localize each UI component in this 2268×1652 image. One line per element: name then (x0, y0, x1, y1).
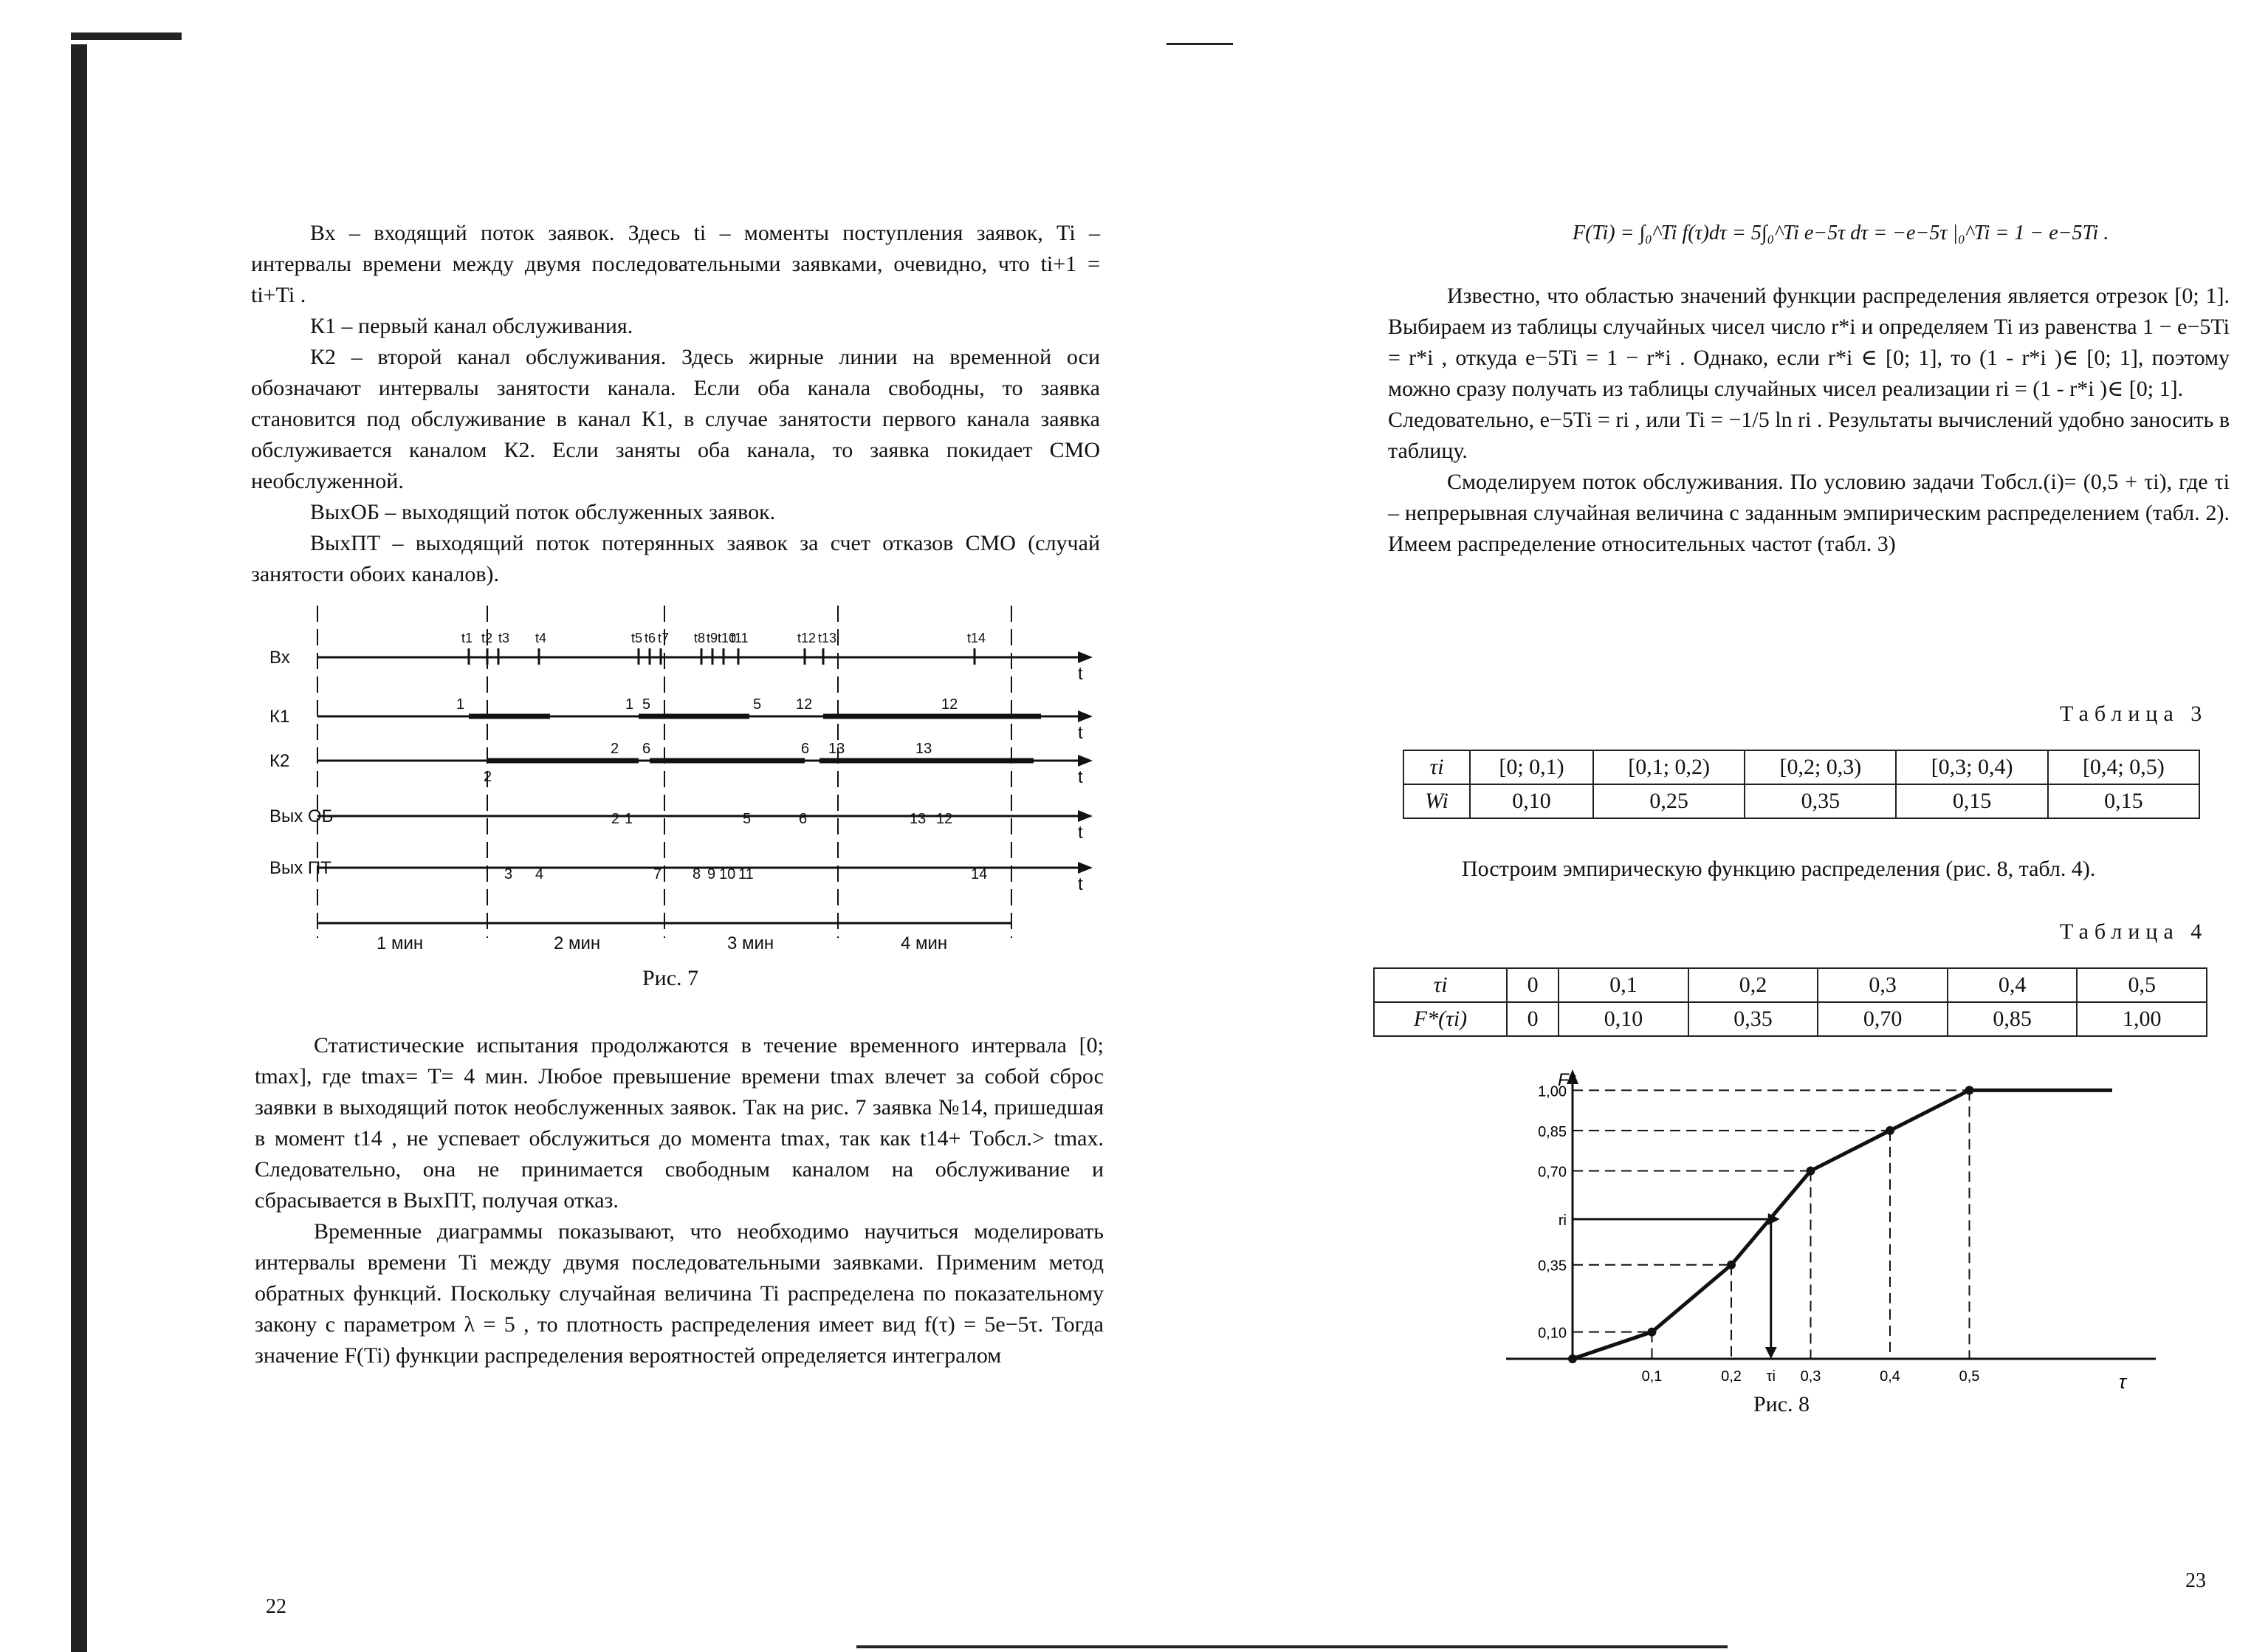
interval-label: 3 мин (727, 933, 774, 953)
vx-tick-label: t1 (461, 631, 473, 645)
row-label-k2: К2 (269, 751, 290, 771)
row-label-k1: К1 (269, 707, 290, 727)
k1-label: 12 (796, 696, 813, 713)
k2-label: 13 (915, 741, 932, 757)
data-point (1965, 1086, 1974, 1094)
vx-tick-label: t10 (718, 631, 737, 645)
table-row (1403, 784, 2199, 818)
vx-tick-label: t6 (645, 631, 656, 645)
data-point (1648, 1328, 1657, 1337)
table-cell: 0,1 (1559, 968, 1688, 1002)
y-tick-label: 0,10 (1538, 1325, 1567, 1342)
out-ob-label: 13 (910, 811, 927, 827)
out-pt-label: 11 (738, 866, 754, 882)
k1-label: 1 (625, 696, 634, 713)
data-point (1568, 1354, 1577, 1363)
x-tick-label: 0,5 (1959, 1368, 1980, 1385)
out-ob-label: 6 (799, 811, 808, 827)
page-number-left: 22 (266, 1595, 286, 1618)
x-tick-label: 0,4 (1880, 1368, 1900, 1385)
vx-tick-label: t12 (797, 631, 817, 645)
k1-label: 12 (941, 696, 958, 713)
scan-edge-top (71, 32, 182, 40)
table-cell: [0,1; 0,2) (1593, 750, 1745, 784)
axis-t-label: t (1078, 723, 1083, 743)
interval-label: 2 мин (554, 933, 601, 953)
paragraph-k2: К2 – второй канал обслуживания. Здесь жирные линии на временной оси обозначают интервалы занятости канала. Если оба канала свободны, то заявка становится под обслуживание в канал К1, в случае занятости первого канала заявка обслуживается каналом К2. Если заняты оба канала, то заявка покидает СМО необслуженной. (251, 345, 1100, 493)
out-pt-label: 7 (653, 866, 662, 882)
table-cell: [0; 0,1) (1470, 750, 1593, 784)
left-page (251, 218, 1100, 590)
out-ob-label: 2 (611, 811, 620, 827)
paragraph-diagrams: Временные диаграммы показывают, что необходимо научиться моделировать интервалы времени Ti между двумя последовательными заявками. Применим метод обратных функций. Поскольку случайная величина Ti распределена по показательному закону с параметром λ = 5 , то плотность распределения имеет вид f(τ) = 5e−5τ. Тогда значение F(Ti) функции распределения вероятностей определяется интегралом (255, 1219, 1104, 1368)
x-tick-label: 0,2 (1721, 1368, 1742, 1385)
scan-edge-top-right (1166, 43, 1233, 45)
paragraph-statistics: Статистические испытания продолжаются в течение временного интервала [0; tmax], где tmax= T= 4 мин. Любое превышение времени tmax влечет за собой сброс заявки в выходящий поток необслуженных заявок. Так на рис. 7 заявка №14, пришедшая в момент t14 , не успевает обслужиться до момента tmax, так как t14+ Tобсл.> tmax. Следовательно, она не принимается свободным каналом на обслуживание и сбрасывается в ВыхПТ, получая отказ. (255, 1033, 1104, 1213)
paragraph-range: Известно, что областью значений функции распределения является отрезок [0; 1]. Выбираем из таблицы случайных чисел число r*i и определяем Ti из равенства 1 − e−5Ti = r*i , откуда e−5Ti = 1 − r*i . Однако, если r*i ∈ [0; 1], то (1 - r*i )∈ [0; 1], поэтому можно сразу получать из таблицы случайных чисел реализации ri = (1 - r*i )∈ [0; 1]. (1388, 284, 2230, 401)
x-tick-label: 0,1 (1641, 1368, 1663, 1385)
x-tick-label: 0,3 (1800, 1368, 1821, 1385)
table-4 (1373, 967, 2207, 1037)
out-ob-label: 1 (625, 811, 633, 827)
y-axis-label: F* (1558, 1070, 1575, 1090)
table-row (1374, 968, 2207, 1002)
table-cell: 0,10 (1470, 784, 1593, 818)
y-tick-label: ri (1558, 1212, 1567, 1229)
figure-8-chart (1506, 1063, 2171, 1403)
out-pt-label: 8 (693, 866, 701, 882)
x-tick-label: τi (1766, 1368, 1776, 1385)
x-axis-label: τ (2119, 1371, 2126, 1393)
k2-label: 6 (801, 741, 810, 757)
row-label-vx: Вх (269, 648, 290, 668)
table-row (1374, 1002, 2207, 1036)
table-3-title: Таблица 3 (2060, 702, 2208, 726)
figure-7-timing-diagram (266, 591, 1107, 953)
vx-tick-label: t7 (658, 631, 670, 645)
table-cell: 0,35 (1745, 784, 1896, 818)
table-cell: [0,2; 0,3) (1745, 750, 1896, 784)
table-cell: Wi (1403, 784, 1470, 818)
paragraph-vx: Вх – входящий поток заявок. Здесь ti – моменты поступления заявок, Ti – интервалы времени между двумя последовательными заявками, очевидно, что ti+1 = ti+Ti . (251, 221, 1100, 307)
interval-label: 4 мин (901, 933, 948, 953)
paragraph-vyhpt: ВыхПТ – выходящий поток потерянных заявок за счет отказов СМО (случай занятости обоих каналов). (251, 531, 1100, 586)
paragraph-vyhob: ВыхОБ – выходящий поток обслуженных заявок. (310, 500, 776, 524)
figure-8-caption: Рис. 8 (1753, 1392, 1810, 1416)
formula-F-Ti: F(Ti) = ∫₀^Ti f(τ)dτ = 5∫₀^Ti e−5τ dτ = −e−5τ |₀^Ti = 1 − e−5Ti . (1573, 222, 2109, 244)
data-point (1807, 1166, 1815, 1175)
data-point (1886, 1126, 1894, 1135)
table-cell: 0,4 (1948, 968, 2078, 1002)
k2-label: 6 (642, 741, 651, 757)
scan-edge-bottom (856, 1645, 1728, 1648)
table-cell: F*(τi) (1374, 1002, 1507, 1036)
out-ob-label: 5 (743, 811, 752, 827)
table-cell: 0,25 (1593, 784, 1745, 818)
paragraph-consequently: Следовательно, e−5Ti = ri , или Ti = −1/5 ln ri . Результаты вычислений удобно заносить в таблицу. (1388, 408, 2230, 463)
ti-arrowhead (1765, 1347, 1777, 1359)
table-row (1403, 750, 2199, 784)
out-pt-label: 4 (535, 866, 544, 882)
figure-7-caption: Рис. 7 (642, 966, 699, 990)
out-pt-label: 14 (971, 866, 988, 882)
left-page-lower (255, 1030, 1104, 1371)
row-label-vyh-pt: Вых ПТ (269, 858, 331, 878)
vx-tick-label: t5 (631, 631, 643, 645)
y-tick-label: 0,85 (1538, 1123, 1567, 1140)
table-cell: 0,85 (1948, 1002, 2078, 1036)
page-number-right: 23 (2185, 1569, 2206, 1592)
vx-tick-label: t11 (731, 631, 749, 645)
axis-t-label: t (1078, 823, 1083, 843)
k1-label: 5 (753, 696, 762, 713)
table-cell: 0 (1507, 1002, 1559, 1036)
out-pt-label: 3 (504, 866, 513, 882)
table-4-title: Таблица 4 (2060, 919, 2208, 944)
vx-tick-label: t9 (707, 631, 718, 645)
k2-label: 2 (611, 741, 619, 757)
table-cell: 0,3 (1818, 968, 1948, 1002)
table-cell: τi (1374, 968, 1507, 1002)
axis-t-label: t (1078, 767, 1083, 787)
table-cell: 0,15 (2048, 784, 2199, 818)
vx-tick-label: t8 (694, 631, 706, 645)
table-cell: 0,10 (1559, 1002, 1688, 1036)
k1-label: 5 (642, 696, 651, 713)
vx-tick-label: t3 (498, 631, 510, 645)
table-3 (1403, 750, 2200, 819)
vx-tick-label: t2 (481, 631, 493, 645)
table-cell: 0,35 (1688, 1002, 1818, 1036)
out-pt-label: 10 (719, 866, 736, 882)
paragraph-k1: К1 – первый канал обслуживания. (310, 314, 633, 338)
scan-edge-left (71, 44, 87, 1652)
paragraph-service-flow: Смоделируем поток обслуживания. По условию задачи Tобсл.(i)= (0,5 + τi), где τi – непрерывная случайная величина с заданным эмпирическим распределением (табл. 2). Имеем распределение относительных частот (табл. 3) (1388, 470, 2230, 556)
table-cell: τi (1403, 750, 1470, 784)
axis-t-label: t (1078, 664, 1083, 684)
y-tick-label: 1,00 (1538, 1083, 1567, 1100)
vx-tick-label: t4 (535, 631, 547, 645)
row-label-vyh-ob: Вых ОБ (269, 806, 334, 826)
k1-label: 1 (456, 696, 465, 713)
table-cell: 0,2 (1688, 968, 1818, 1002)
out-ob-label: 12 (936, 811, 953, 827)
table-4-intro: Построим эмпирическую функцию распределения (рис. 8, табл. 4). (1462, 857, 2096, 881)
vx-tick-label: t13 (818, 631, 837, 645)
table-cell: [0,3; 0,4) (1896, 750, 2047, 784)
k2-label: 2 (484, 769, 492, 785)
interval-label: 1 мин (377, 933, 424, 953)
table-cell: 0,5 (2077, 968, 2207, 1002)
data-point (1727, 1261, 1736, 1269)
y-tick-label: 0,70 (1538, 1164, 1567, 1181)
table-cell: 1,00 (2077, 1002, 2207, 1036)
table-cell: 0,70 (1818, 1002, 1948, 1036)
y-tick-label: 0,35 (1538, 1258, 1567, 1275)
vx-tick-label: t14 (967, 631, 986, 645)
axis-t-label: t (1078, 874, 1083, 894)
table-cell: [0,4; 0,5) (2048, 750, 2199, 784)
out-pt-label: 9 (707, 866, 716, 882)
table-cell: 0 (1507, 968, 1559, 1002)
table-cell: 0,15 (1896, 784, 2047, 818)
right-page (1388, 281, 2230, 560)
k2-label: 13 (828, 741, 845, 757)
